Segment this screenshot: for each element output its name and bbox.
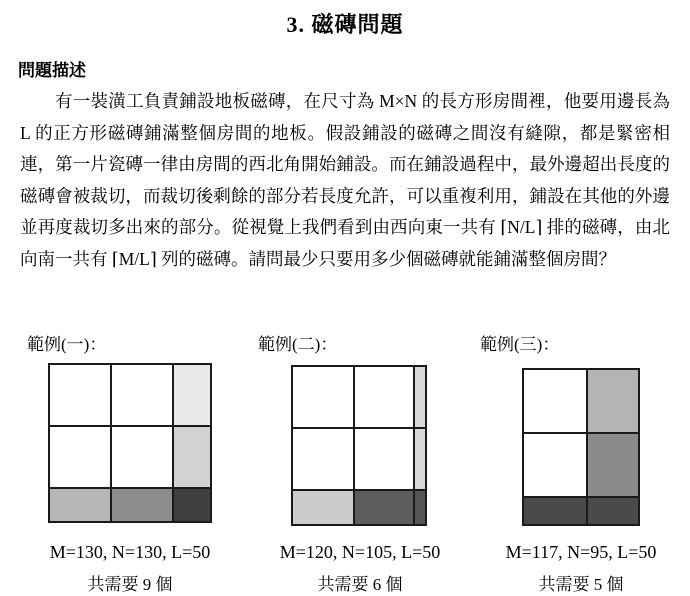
tile-cell: [588, 434, 638, 496]
tile-cell: [50, 365, 110, 425]
example-1-params: M=130, N=130, L=50: [49, 542, 211, 562]
example-3-params: M=117, N=95, L=50: [505, 542, 657, 562]
example-2-tile-grid: [291, 365, 427, 526]
tile-cell: [174, 489, 210, 521]
example-2-answer: 共需要 6 個: [317, 575, 403, 594]
example-2-label: 範例(二)：: [258, 335, 338, 354]
tile-cell: [524, 370, 586, 432]
example-1-tile-grid: [48, 363, 212, 523]
tile-cell: [293, 429, 353, 489]
tile-cell: [112, 365, 172, 425]
example-2-block: [250, 330, 470, 596]
example-3-label: 範例(三)：: [480, 335, 560, 354]
example-1-block: [20, 330, 240, 596]
example-1-label: 範例(一)：: [27, 335, 107, 354]
example-3-tile-grid: [522, 368, 640, 526]
tile-cell: [415, 429, 425, 489]
tile-cell: [355, 429, 413, 489]
tile-cell: [355, 491, 413, 524]
tile-cell: [588, 370, 638, 432]
page-title: 3. 磁磚問題: [286, 12, 404, 37]
tile-cell: [524, 434, 586, 496]
problem-description-paragraph: 有一裝潢工負責鋪設地板磁磚，在尺寸為 M×N 的長方形房間裡，他要用邊長為 L 的正方形磁磚鋪滿整個房間的地板。假設鋪設的磁磚之間沒有縫隙，都是緊密相連，第一片瓷磚一律由房間的西北角開始鋪設。而在鋪設過程中，最外邊超出長度的磁磚會被裁切，而裁切後剩餘的部分若長度允許，可以重複利用，鋪設在其他的外邊並再度裁切多出來的部分。從視覺上我們看到由西向東一共有 ⌈N/L⌉ 排的磁磚，由北向南一共有 ⌈M/L⌉ 列的磁磚。請問最少只要用多少個磁磚就能鋪滿整個房間？: [20, 91, 670, 269]
tile-cell: [415, 491, 425, 524]
tile-cell: [112, 427, 172, 487]
example-1-answer: 共需要 9 個: [87, 575, 173, 594]
tile-cell: [174, 427, 210, 487]
tile-cell: [50, 427, 110, 487]
tile-cell: [415, 367, 425, 427]
tile-cell: [524, 498, 586, 524]
tile-cell: [174, 365, 210, 425]
tile-cell: [588, 498, 638, 524]
section-heading: 問題描述: [18, 61, 86, 80]
example-2-params: M=120, N=105, L=50: [279, 542, 441, 562]
tile-cell: [293, 491, 353, 524]
examples-area: [0, 330, 690, 596]
tile-cell: [50, 489, 110, 521]
tile-cell: [112, 489, 172, 521]
tile-cell: [355, 367, 413, 427]
example-3-answer: 共需要 5 個: [538, 575, 624, 594]
tile-cell: [293, 367, 353, 427]
example-3-block: [471, 330, 690, 596]
